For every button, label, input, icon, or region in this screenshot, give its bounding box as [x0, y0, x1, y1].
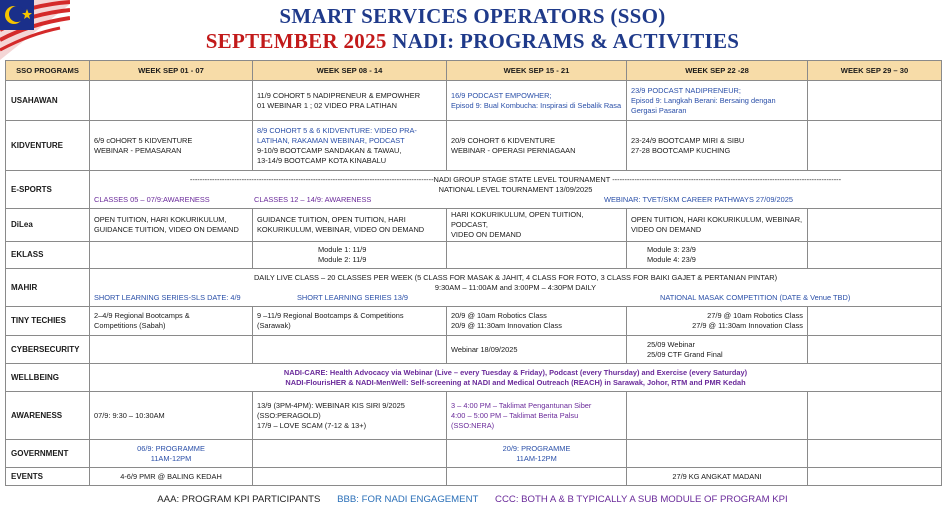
- page-subtitle: [0, 29, 945, 54]
- table-cell: Module 1: 11/9 Module 2: 11/9: [253, 242, 447, 269]
- table-cell: 06/9: PROGRAMME 11AM-12PM: [90, 440, 253, 468]
- cell-line: 9-10/9 BOOTCAMP SANDAKAN & TAWAU, 13-14/9 BOOTCAMP KOTA KINABALU: [257, 145, 402, 165]
- table-cell: [90, 242, 253, 269]
- table-cell: 9 –11/9 Regional Bootcamps & Competitions (Sarawak): [253, 307, 447, 336]
- table-cell: [627, 440, 808, 468]
- program-label: EVENTS: [6, 468, 90, 486]
- table-cell: 11/9 COHORT 5 NADIPRENEUR & EMPOWHER 01 WEBINAR 1 ; 02 VIDEO PRA LATIHAN: [253, 81, 447, 121]
- table-row: [6, 468, 942, 486]
- table-cell: [447, 81, 627, 121]
- cell-line: NADI-FlourisHER & NADI-MenWell: Self-screening at NADI and Medical Outreach (REACH) in Sarawak, Johor, RTM and PMR Kedah: [285, 377, 746, 387]
- table-cell: [90, 336, 253, 364]
- table-cell: [90, 364, 942, 392]
- table-row: [6, 171, 942, 209]
- table-cell: [808, 392, 942, 440]
- cell-line: NATIONAL LEVEL TOURNAMENT 13/09/2025: [438, 184, 593, 194]
- table-row: [6, 269, 942, 307]
- col-header: WEEK SEP 22 -28: [627, 61, 808, 81]
- table-row: [6, 209, 942, 242]
- program-label: GOVERNMENT: [6, 440, 90, 468]
- mahir-sls-2: SHORT LEARNING SERIES 13/9: [297, 292, 409, 302]
- cell-line: Episod 9: Langkah Berani: Bersaing dengan Gergasi Pasaran: [631, 95, 776, 115]
- mahir-sls-1: SHORT LEARNING SERIES-SLS DATE: 4/9: [94, 292, 241, 302]
- table-cell: OPEN TUITION, HARI KOKURIKULUM, GUIDANCE TUITION, VIDEO ON DEMAND: [90, 209, 253, 242]
- table-row: [6, 242, 942, 269]
- mahir-masak: NATIONAL MASAK COMPETITION (DATE & Venue TBD): [660, 292, 851, 302]
- table-cell: [90, 269, 942, 307]
- table-cell: 27/9 @ 10am Robotics Class 27/9 @ 11:30am Innovation Class: [627, 307, 808, 336]
- table-cell: [808, 121, 942, 171]
- table-cell: [253, 336, 447, 364]
- table-cell: [808, 336, 942, 364]
- program-label: USAHAWAN: [6, 81, 90, 121]
- program-label: TINY TECHIES: [6, 307, 90, 336]
- cell-line: 16/9 PODCAST EMPOWHER;: [451, 90, 552, 100]
- col-header: WEEK SEP 01 - 07: [90, 61, 253, 81]
- esports-classes-2: CLASSES 12 – 14/9: AWARENESS: [254, 194, 372, 204]
- col-header: WEEK SEP 15 - 21: [447, 61, 627, 81]
- table-cell: 27/9 KG ANGKAT MADANI: [627, 468, 808, 486]
- page-title: SMART SERVICES OPERATORS (SSO): [279, 4, 666, 28]
- table-cell: OPEN TUITION, HARI KOKURIKULUM, WEBINAR, VIDEO ON DEMAND: [627, 209, 808, 242]
- table-header-row: [6, 61, 942, 81]
- esports-classes-1: CLASSES 05 – 07/9:AWARENESS: [94, 194, 210, 204]
- table-cell: Webinar 18/09/2025: [447, 336, 627, 364]
- table-cell: HARI KOKURIKULUM, OPEN TUITION, PODCAST, VIDEO ON DEMAND: [447, 209, 627, 242]
- program-label: DiLea: [6, 209, 90, 242]
- table-cell: 4-6/9 PMR @ BALING KEDAH: [90, 468, 253, 486]
- table-cell: 6/9 cOHORT 5 KIDVENTURE WEBINAR - PEMASARAN: [90, 121, 253, 171]
- table-row: [6, 307, 942, 336]
- cell-line: [94, 293, 937, 303]
- cell-line: [94, 195, 937, 205]
- table-row: [6, 440, 942, 468]
- cell-line: NADI-CARE: Health Advocacy via Webinar (Live – every Tuesday & Friday), Podcast (every Thursday) and Exercise (every Saturday): [283, 367, 748, 377]
- table-cell: 20/9 COHORT 6 KIDVENTURE WEBINAR - OPERASI PERNIAGAAN: [447, 121, 627, 171]
- table-row: [6, 121, 942, 171]
- table-cell: [808, 242, 942, 269]
- table-cell: [808, 468, 942, 486]
- legend-aaa: AAA: PROGRAM KPI PARTICIPANTS: [157, 494, 321, 505]
- esports-webinar: WEBINAR: TVET/SKM CAREER PATHWAYS 27/09/2025: [604, 194, 793, 204]
- table-row: [6, 81, 942, 121]
- table-cell: 13/9 (3PM-4PM): WEBINAR KIS SIRI 9/2025 (SSO:PERAGOLD) 17/9 – LOVE SCAM (7-12 & 13+): [253, 392, 447, 440]
- table-cell: [808, 81, 942, 121]
- cell-line: 23/9 PODCAST NADIPRENEUR;: [631, 85, 741, 95]
- table-cell: [447, 242, 627, 269]
- legend-footer: [0, 494, 945, 505]
- table-cell: [253, 440, 447, 468]
- table-cell: [253, 121, 447, 171]
- table-row: [6, 364, 942, 392]
- table-cell: GUIDANCE TUITION, OPEN TUITION, HARI KOKURIKULUM, WEBINAR, VIDEO ON DEMAND: [253, 209, 447, 242]
- table-cell: [808, 307, 942, 336]
- col-header: WEEK SEP 08 - 14: [253, 61, 447, 81]
- program-label: KIDVENTURE: [6, 121, 90, 171]
- program-label: AWARENESS: [6, 392, 90, 440]
- program-label: E-SPORTS: [6, 171, 90, 209]
- program-label: WELLBEING: [6, 364, 90, 392]
- table-cell: [90, 81, 253, 121]
- program-label: EKLASS: [6, 242, 90, 269]
- program-label: MAHIR: [6, 269, 90, 307]
- program-label: CYBERSECURITY: [6, 336, 90, 364]
- table-row: [6, 336, 942, 364]
- cell-line: DAILY LIVE CLASS – 20 CLASSES PER WEEK (5 CLASS FOR MASAK & JAHIT, 4 CLASS FOR FOTO, 3 CLASS FOR BAIKI GAJET & PERTANIAN PINTAR): [253, 272, 778, 282]
- legend-bbb: BBB: FOR NADI ENGAGEMENT: [337, 494, 479, 505]
- table-cell: Module 3: 23/9 Module 4: 23/9: [627, 242, 808, 269]
- table-cell: [447, 468, 627, 486]
- table-cell: [253, 468, 447, 486]
- cell-line: 8/9 COHORT 5 & 6 KIDVENTURE: VIDEO PRA-LATIHAN, RAKAMAN WEBINAR, PODCAST: [257, 125, 417, 145]
- table-cell: [627, 392, 808, 440]
- table-cell: 07/9: 9:30 – 10:30AM: [90, 392, 253, 440]
- table-cell: [808, 209, 942, 242]
- table-cell: 3 – 4:00 PM – Taklimat Pengantunan Siber 4:00 – 5:00 PM – Taklimat Berita Palsu (SSO:NERA): [447, 392, 627, 440]
- table-cell: 20/9: PROGRAMME 11AM-12PM: [447, 440, 627, 468]
- cell-line: ---------------------------------------------------------------------------------------------------NADI GROUP STAGE STATE LEVEL TOURNAMENT ---------------------------------------------------------------------------------------------: [189, 174, 842, 184]
- table-cell: 2–4/9 Regional Bootcamps & Competitions (Sabah): [90, 307, 253, 336]
- table-cell: 20/9 @ 10am Robotics Class 20/9 @ 11:30am Innovation Class: [447, 307, 627, 336]
- subtitle-month: SEPTEMBER 2025: [205, 29, 387, 53]
- table-row: [6, 392, 942, 440]
- legend-ccc: CCC: BOTH A & B TYPICALLY A SUB MODULE OF PROGRAM KPI: [495, 494, 788, 505]
- table-cell: 25/09 Webinar 25/09 CTF Grand Final: [627, 336, 808, 364]
- subtitle-rest: NADI: PROGRAMS & ACTIVITIES: [386, 29, 740, 53]
- table-cell: [808, 440, 942, 468]
- cell-line: 9:30AM – 11:00AM and 3:00PM – 4:30PM DAILY: [434, 282, 597, 292]
- schedule-table: [5, 60, 942, 486]
- table-cell: [627, 81, 808, 121]
- table-cell: [90, 171, 942, 209]
- cell-line: Episod 9: Bual Kombucha: Inspirasi di Sebalik Rasa: [451, 100, 622, 110]
- col-header: SSO PROGRAMS: [6, 61, 90, 81]
- table-cell: 23-24/9 BOOTCAMP MIRI & SIBU 27-28 BOOTCAMP KUCHING: [627, 121, 808, 171]
- col-header: WEEK SEP 29 – 30: [808, 61, 942, 81]
